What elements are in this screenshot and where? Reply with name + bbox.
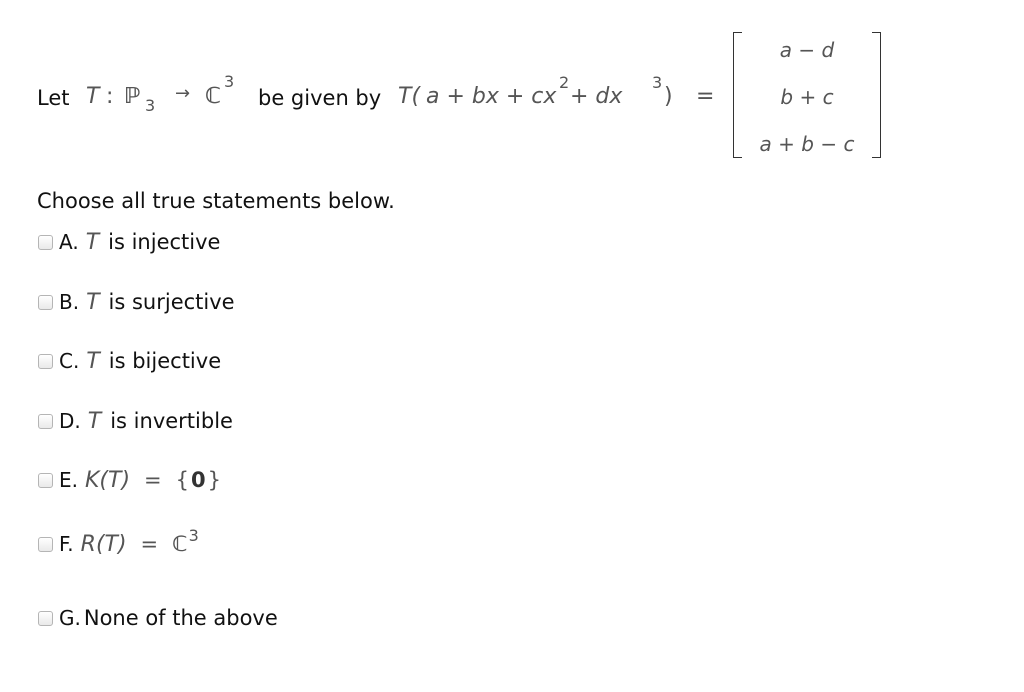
checkbox[interactable] xyxy=(38,354,53,369)
be-given-by-label: be given by xyxy=(258,86,382,110)
option-c[interactable] xyxy=(38,349,221,373)
codomain-superscript: 3 xyxy=(224,72,235,91)
lhs-plus-dx: + dx xyxy=(570,84,623,109)
option-relation: = xyxy=(140,532,159,556)
checkbox[interactable] xyxy=(38,537,53,552)
option-letter: G. xyxy=(59,606,81,630)
option-math: T xyxy=(86,289,100,315)
option-math: K(T) xyxy=(85,467,131,493)
checkbox[interactable] xyxy=(38,611,53,626)
option-math: R(T) xyxy=(80,531,127,557)
option-rhs-space: ℂ xyxy=(172,532,188,556)
option-letter: D. xyxy=(59,409,81,433)
option-letter: C. xyxy=(59,349,80,373)
option-math: T xyxy=(87,408,102,434)
option-letter: A. xyxy=(59,230,79,254)
checkbox[interactable] xyxy=(38,414,53,429)
option-g[interactable] xyxy=(38,606,278,630)
checkbox[interactable] xyxy=(38,295,53,310)
matrix-row-3: a + b − c xyxy=(759,132,855,156)
instruction-text: Choose all true statements below. xyxy=(37,189,395,213)
option-letter: B. xyxy=(59,290,80,314)
option-text: is invertible xyxy=(110,409,233,433)
option-letter: E. xyxy=(59,468,78,492)
map-symbol: T xyxy=(86,84,100,109)
option-d[interactable] xyxy=(38,409,233,433)
option-text: is surjective xyxy=(108,290,235,314)
lhs-poly: a + bx + cx xyxy=(426,84,557,109)
let-label: Let xyxy=(37,86,70,110)
option-text: is injective xyxy=(108,230,221,254)
colon: : xyxy=(106,84,114,109)
option-rhs-zero-vector: 0 xyxy=(191,468,206,492)
lhs-open: T( xyxy=(398,84,421,109)
option-rhs-close: } xyxy=(207,468,222,492)
option-e[interactable] xyxy=(38,468,221,492)
equals-sign: = xyxy=(696,84,715,109)
checkbox[interactable] xyxy=(38,473,53,488)
option-math: T xyxy=(86,348,100,374)
lhs-close: ) xyxy=(664,84,673,109)
option-text: None of the above xyxy=(83,606,278,630)
option-f[interactable] xyxy=(38,525,199,557)
option-relation: = xyxy=(144,468,162,492)
matrix-row-2: b + c xyxy=(780,85,834,109)
option-rhs-open: { xyxy=(175,468,190,492)
checkbox[interactable] xyxy=(38,235,53,250)
option-a[interactable] xyxy=(38,230,220,254)
result-vector-matrix xyxy=(733,32,881,160)
option-rhs-superscript: 3 xyxy=(188,525,199,545)
option-b[interactable] xyxy=(38,290,235,314)
arrow-icon: → xyxy=(175,83,191,104)
option-text: is bijective xyxy=(108,349,222,373)
option-math: T xyxy=(85,229,100,255)
codomain-space: ℂ xyxy=(205,84,222,109)
matrix-row-1: a − d xyxy=(779,38,835,62)
domain-space: ℙ xyxy=(124,84,141,109)
lhs-sup-2: 2 xyxy=(559,73,570,92)
domain-subscript: 3 xyxy=(145,96,156,115)
option-letter: F. xyxy=(59,532,74,556)
lhs-sup-3: 3 xyxy=(652,73,663,92)
